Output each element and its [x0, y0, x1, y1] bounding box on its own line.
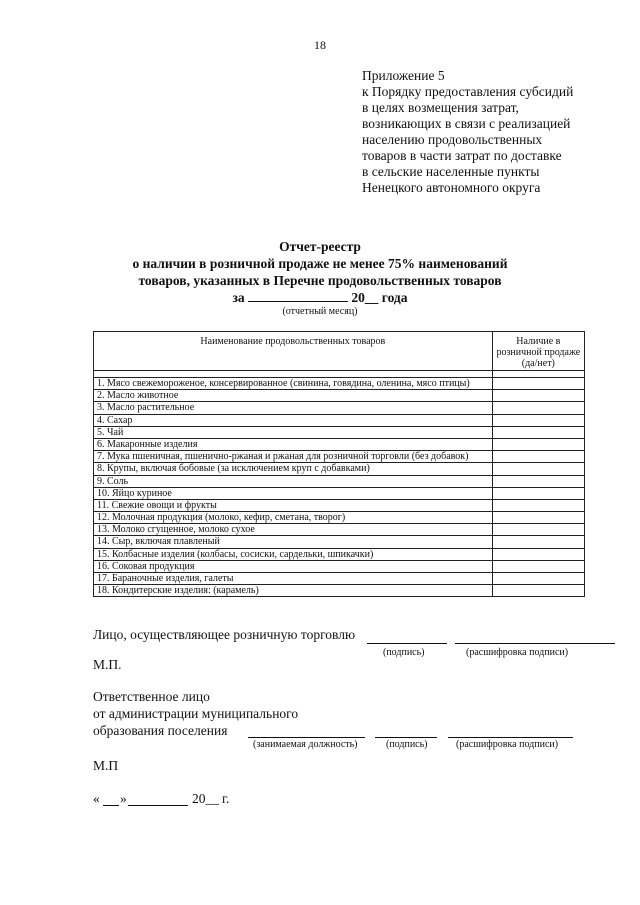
official-signature-blank[interactable]: [375, 737, 437, 738]
date-close-quote: »: [120, 791, 127, 806]
appendix-header: [362, 68, 622, 196]
availability-cell[interactable]: [492, 378, 584, 390]
month-caption: (отчетный месяц): [282, 306, 358, 317]
table-row: [94, 560, 585, 572]
table-row: [94, 463, 585, 475]
product-cell: 14. Сыр, включая плавленый: [94, 536, 493, 548]
availability-cell[interactable]: [492, 585, 584, 597]
product-cell: 8. Крупы, включая бобовые (за исключением круп с добавками): [94, 463, 493, 475]
appendix-line: товаров в части затрат по доставке: [362, 148, 562, 163]
retailer-signature-blank[interactable]: [367, 643, 447, 644]
title-line: Отчет-реестр: [279, 239, 361, 254]
table-row: [94, 414, 585, 426]
month-blank: [248, 301, 348, 302]
product-cell: 2. Масло животное: [94, 390, 493, 402]
retailer-label: Лицо, осуществляющее розничную торговлю: [93, 627, 356, 642]
spacer-cell: [492, 371, 584, 378]
availability-cell[interactable]: [492, 573, 584, 585]
title-line: товаров, указанных в Перечне продовольственных товаров: [138, 273, 502, 288]
availability-cell[interactable]: [492, 475, 584, 487]
availability-cell[interactable]: [492, 548, 584, 560]
product-cell: 6. Макаронные изделия: [94, 438, 493, 450]
header-product-name: Наименование продовольственных товаров: [94, 332, 493, 371]
official-line: от администрации муниципального: [93, 706, 299, 721]
date-day-blank[interactable]: [103, 805, 119, 806]
product-cell: 17. Бараночные изделия, галеты: [94, 573, 493, 585]
period-year: 20__ года: [351, 290, 408, 305]
date-year: 20__: [192, 791, 219, 806]
table-row: [94, 512, 585, 524]
product-cell: 3. Масло растительное: [94, 402, 493, 414]
title-line: о наличии в розничной продаже не менее 75% наименований: [132, 256, 508, 271]
stamp-mark: М.П.: [93, 657, 122, 672]
official-decoding-caption: (расшифровка подписи): [456, 739, 559, 750]
table-row: [94, 438, 585, 450]
availability-cell[interactable]: [492, 536, 584, 548]
retailer-signature-caption: (подпись): [383, 647, 425, 658]
appendix-line: возникающих в связи с реализацией: [362, 116, 571, 131]
availability-cell[interactable]: [492, 487, 584, 499]
availability-cell[interactable]: [492, 438, 584, 450]
official-signature-caption: (подпись): [386, 739, 428, 750]
appendix-line: в целях возмещения затрат,: [362, 100, 519, 115]
availability-cell[interactable]: [492, 499, 584, 511]
table-row: [94, 378, 585, 390]
official-line: образования поселения: [93, 723, 228, 738]
official-line: Ответственное лицо: [93, 689, 210, 704]
product-cell: 9. Соль: [94, 475, 493, 487]
product-cell: 10. Яйцо куриное: [94, 487, 493, 499]
official-decoding-blank[interactable]: [448, 737, 573, 738]
availability-cell[interactable]: [492, 402, 584, 414]
availability-cell[interactable]: [492, 560, 584, 572]
stamp-mark: М.П: [93, 758, 119, 773]
retailer-decoding-blank[interactable]: [455, 643, 615, 644]
availability-cell[interactable]: [492, 390, 584, 402]
table-row: [94, 524, 585, 536]
table-spacer-row: [94, 371, 585, 378]
table-header-row: [94, 332, 585, 371]
product-cell: 5. Чай: [94, 426, 493, 438]
table-row: [94, 573, 585, 585]
official-position-caption: (занимаемая должность): [253, 739, 358, 750]
retailer-decoding-caption: (расшифровка подписи): [466, 647, 569, 658]
availability-cell[interactable]: [492, 451, 584, 463]
table-row: [94, 402, 585, 414]
table-row: [94, 426, 585, 438]
availability-cell[interactable]: [492, 463, 584, 475]
document-title: [0, 238, 640, 306]
product-cell: 7. Мука пшеничная, пшенично-ржаная и ржаная для розничной торговли (без добавок): [94, 451, 493, 463]
appendix-line: в сельские населенные пункты: [362, 164, 540, 179]
table-row: [94, 487, 585, 499]
table-row: [94, 585, 585, 597]
period-prefix: за: [232, 290, 245, 305]
title-period: [0, 289, 640, 306]
table-row: [94, 499, 585, 511]
date-month-blank[interactable]: [128, 805, 188, 806]
table-row: [94, 390, 585, 402]
table-row: [94, 536, 585, 548]
table-row: [94, 548, 585, 560]
product-cell: 18. Кондитерские изделия: (карамель): [94, 585, 493, 597]
availability-cell[interactable]: [492, 512, 584, 524]
product-cell: 13. Молоко сгущенное, молоко сухое: [94, 524, 493, 536]
date-year-suffix: г.: [222, 791, 230, 806]
product-cell: 16. Соковая продукция: [94, 560, 493, 572]
product-cell: 11. Свежие овощи и фрукты: [94, 499, 493, 511]
appendix-line: населению продовольственных: [362, 132, 543, 147]
appendix-line: Ненецкого автономного округа: [362, 180, 541, 195]
availability-cell[interactable]: [492, 414, 584, 426]
appendix-line: Приложение 5: [362, 68, 445, 83]
appendix-line: к Порядку предоставления субсидий: [362, 84, 574, 99]
table-row: [94, 451, 585, 463]
products-table: [93, 331, 585, 597]
table-row: [94, 475, 585, 487]
official-position-blank[interactable]: [248, 737, 365, 738]
product-cell: 4. Сахар: [94, 414, 493, 426]
date-open-quote: «: [93, 791, 100, 806]
page-number: 18: [314, 38, 326, 52]
availability-cell[interactable]: [492, 524, 584, 536]
product-cell: 12. Молочная продукция (молоко, кефир, сметана, творог): [94, 512, 493, 524]
spacer-cell: [94, 371, 493, 378]
product-cell: 15. Колбасные изделия (колбасы, сосиски, сардельки, шпикачки): [94, 548, 493, 560]
availability-cell[interactable]: [492, 426, 584, 438]
header-availability: Наличие в розничной продаже (да/нет): [492, 332, 584, 371]
product-cell: 1. Мясо свежемороженое, консервированное (свинина, говядина, оленина, мясо птицы): [94, 378, 493, 390]
